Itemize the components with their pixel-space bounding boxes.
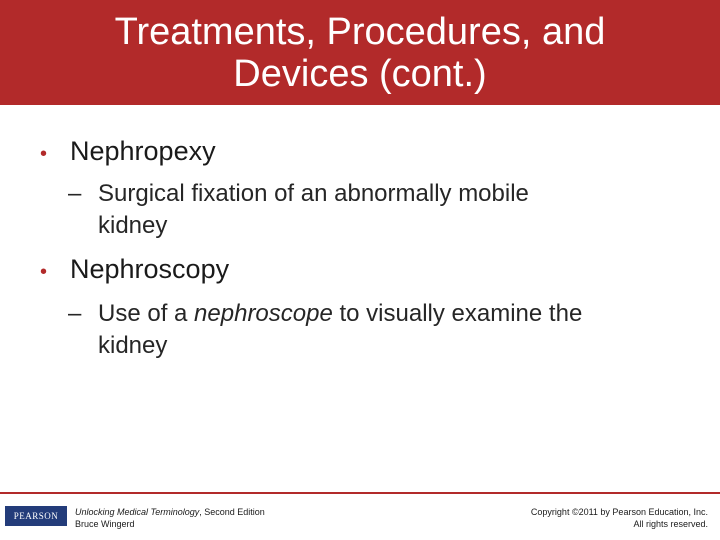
definition-pre: Use of a (98, 300, 195, 327)
definition-line-2: kidney (98, 212, 168, 239)
book-edition: , Second Edition (199, 507, 265, 517)
bullet-dot-icon: • (40, 261, 48, 283)
sub-item-nephropexy-definition (68, 178, 678, 242)
definition-post: to visually examine the (332, 300, 583, 327)
definition-italic-term: nephroscope (194, 300, 333, 327)
pearson-logo (5, 506, 67, 526)
dash-icon: – (68, 300, 82, 327)
definition-line-1: Surgical fixation of an abnormally mobile (98, 180, 529, 207)
bullet-item-nephroscopy (40, 253, 229, 288)
definition-text (98, 298, 678, 362)
dash-icon: – (68, 180, 82, 207)
bullet-term: Nephroscopy (70, 254, 230, 284)
definition-text (98, 178, 678, 242)
definition-line-2: kidney (98, 332, 168, 359)
footer-divider (0, 492, 720, 494)
footer-copyright (531, 506, 708, 530)
logo-text: PEARSON (13, 511, 59, 521)
footer-book-info (75, 506, 265, 530)
book-title: Unlocking Medical Terminology (75, 507, 200, 517)
bullet-term: Nephropexy (70, 136, 216, 166)
slide-title-line-1: Treatments, Procedures, and (114, 10, 606, 53)
slide-title-line-2: Devices (cont.) (233, 52, 487, 95)
definition-line-1 (98, 298, 678, 330)
footer-book-line (75, 506, 265, 518)
slide-title (115, 11, 606, 95)
footer-author: Bruce Wingerd (75, 519, 135, 529)
sub-item-nephroscopy-definition (68, 298, 678, 362)
bullet-dot-icon: • (40, 143, 48, 165)
title-bar (0, 0, 720, 105)
copyright-line: Copyright ©2011 by Pearson Education, Inc. (530, 507, 708, 517)
rights-line: All rights reserved. (633, 519, 708, 529)
bullet-item-nephropexy (40, 135, 216, 170)
